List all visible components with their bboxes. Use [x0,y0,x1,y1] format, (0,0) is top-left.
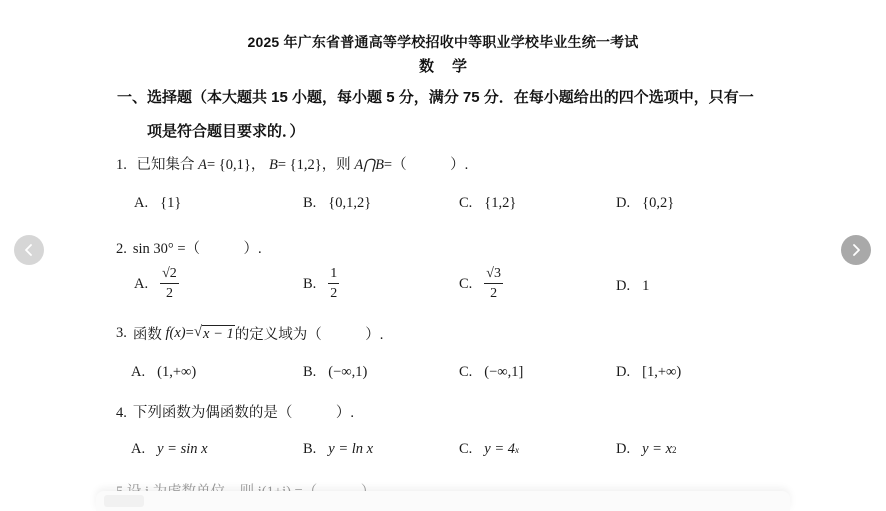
set-a-value: = {0,1} [206,157,251,173]
question-1-option-d [616,195,674,212]
question-2-option-a [134,267,179,301]
option-label: A. [131,364,146,380]
numerator: √2 [160,267,179,284]
question-3-option-c [459,364,523,381]
chevron-left-icon [22,243,36,257]
question-2-option-d [616,278,649,295]
set-b-value: = {1,2} [277,157,322,173]
option-text: {0,1,2} [328,195,372,211]
option-text: y = ln x [328,441,374,457]
question-1-option-c [459,195,516,212]
question-1-option-a [134,195,181,212]
chevron-right-icon [849,243,863,257]
stem-text: 的定义域为（ ）. [234,327,384,343]
fraction [160,267,179,301]
radicand: x − 1 [203,326,234,342]
option-label: D. [616,364,631,380]
option-label: C. [459,364,473,380]
option-text: (−∞,1] [484,364,524,380]
subject-char-2: 学 [452,58,468,75]
sqrt-expr [194,324,235,343]
stem-text: sin 30° =（ ）. [132,241,262,257]
option-label: C. [459,195,473,211]
fraction [484,267,503,301]
option-label: A. [131,441,146,457]
question-number: 4. [116,405,127,421]
fraction [328,267,339,301]
radical-sign: √ [193,324,203,340]
subject-char-1: 数 [418,58,434,75]
option-text: (1,+∞) [157,364,197,380]
option-label: B. [303,364,317,380]
numerator: √3 [484,267,503,284]
option-label: C. [459,441,473,457]
previous-page-button[interactable] [14,235,44,265]
question-3-option-b [303,364,367,381]
question-number: 1. [116,157,127,173]
question-4-stem [116,401,354,422]
option-text: y = sin x [157,441,208,457]
next-page-button[interactable] [841,235,871,265]
intersection-expr: A⋂B [354,157,384,173]
stem-text: 下列函数为偶函数的是（ ）. [132,405,354,421]
subject-title [0,55,886,76]
section-instructions-line-1: 一、选择题（本大题共 15 小题，每小题 5 分，满分 75 分．在每小题给出的四个选项中，只有一 [117,89,754,106]
option-label: B. [303,275,317,292]
question-number: 3. [116,325,127,341]
answer-blank: =（ ）. [383,157,469,173]
exponent: x [515,444,520,455]
option-label: D. [616,441,631,457]
question-1-option-b [303,195,371,212]
option-label: B. [303,195,317,211]
option-text: y = 4 [484,441,516,457]
set-b: B [268,157,278,173]
denominator: 2 [165,286,173,301]
exam-title: 2025 年广东省普通高等学校招收中等职业学校毕业生统一考试 [247,34,639,50]
question-4-option-d [616,441,677,458]
option-label: A. [134,275,149,292]
separator: ，则 [321,157,351,173]
question-4-option-c [459,441,519,458]
option-label: A. [134,195,149,211]
question-3-option-d [616,364,681,381]
option-label: D. [616,195,631,211]
section-instructions-line-2: 项是符合题目要求的．） [147,123,305,140]
stem-text: 已知集合 [136,157,195,173]
question-4-option-a [131,441,208,458]
function-name: f(x) [165,325,186,341]
question-1-stem [116,153,468,174]
option-label: D. [616,278,631,294]
exponent: 2 [672,444,677,455]
option-text: {0,2} [642,195,675,211]
question-number: 2. [116,241,127,257]
option-label: C. [459,275,473,292]
option-text: (−∞,1) [328,364,368,380]
question-3-option-a [131,364,196,381]
denominator: 2 [490,286,498,301]
stem-text: 函数 [132,327,162,343]
numerator: 1 [328,267,339,284]
option-text: 1 [642,278,650,294]
separator: ， [250,157,266,173]
bottom-toolbar-panel[interactable] [96,491,790,511]
toolbar-tab[interactable] [104,495,144,507]
set-a: A [198,157,207,173]
option-text: {1,2} [484,195,517,211]
question-3-stem [116,323,383,344]
question-2-option-b [303,267,339,301]
question-4-option-b [303,441,373,458]
option-text: [1,+∞) [642,364,682,380]
option-label: B. [303,441,317,457]
option-text: y = x [642,441,673,457]
equals: = [185,325,194,341]
option-text: {1} [160,195,182,211]
question-2-option-c [459,267,503,301]
denominator: 2 [330,286,338,301]
question-2-stem [116,237,262,258]
